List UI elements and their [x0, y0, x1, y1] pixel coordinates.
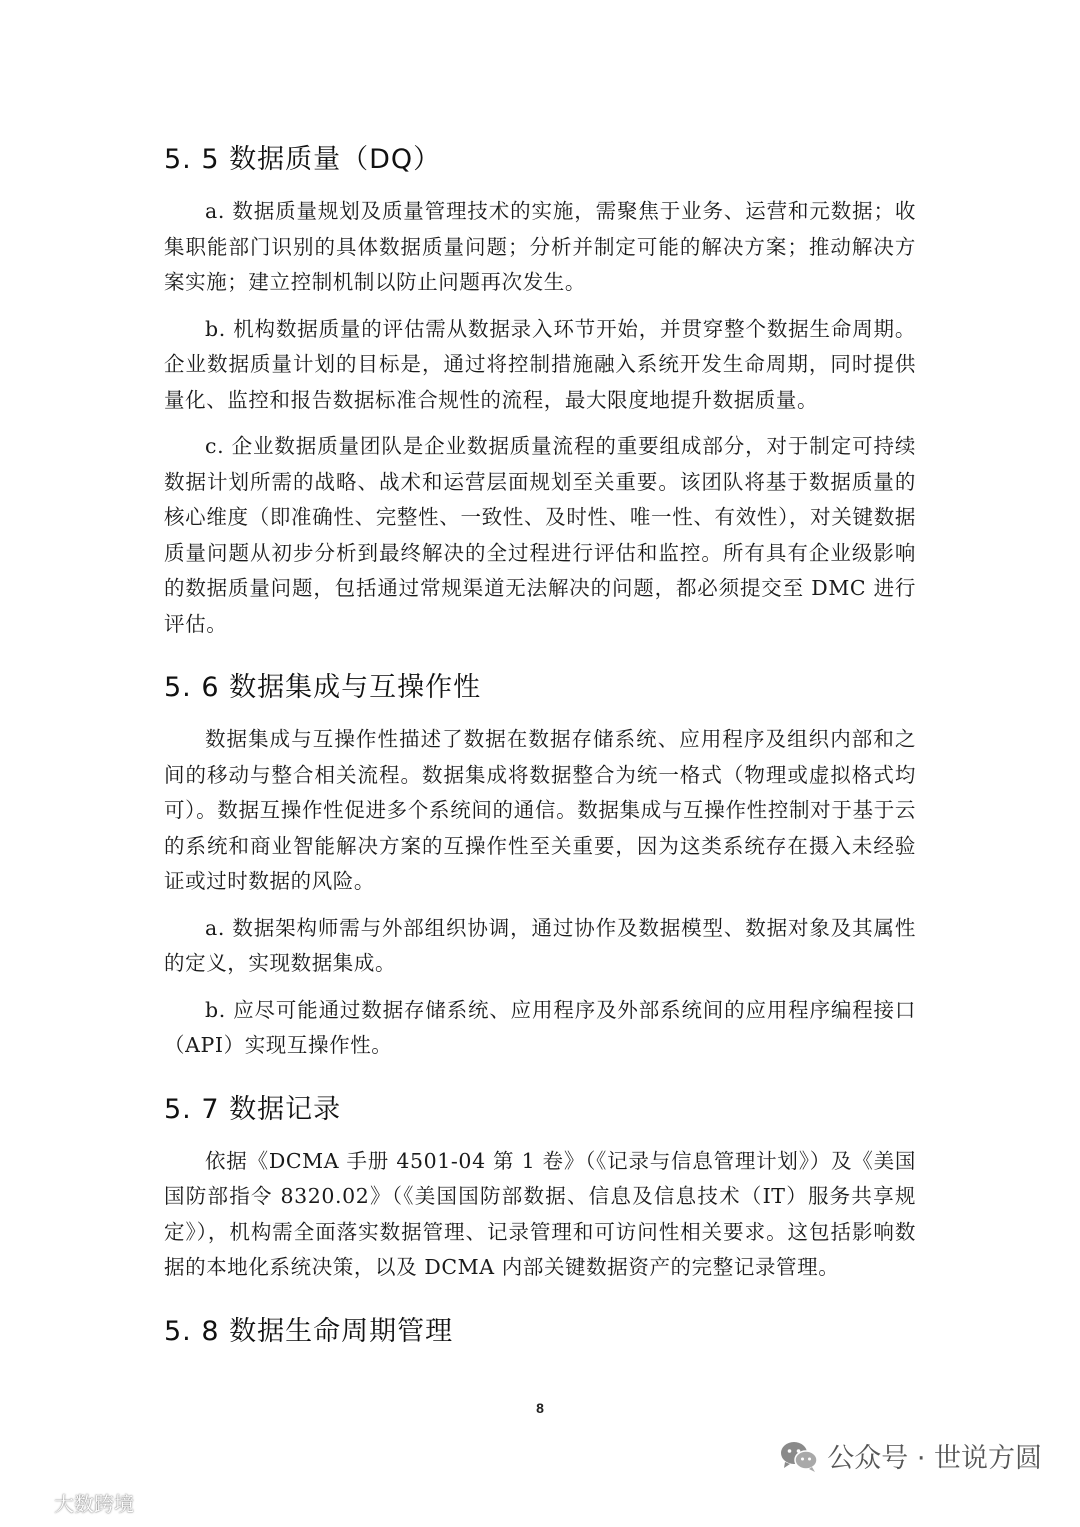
section-heading-5-6: 5. 6 数据集成与互操作性 [164, 672, 482, 703]
paragraph: a. 数据架构师需与外部组织协调，通过协作及数据模型、数据对象及其属性的定义，实现数据集成。 [164, 915, 916, 975]
watermark-right [779, 1436, 1042, 1475]
page-number: 8 [536, 1400, 544, 1416]
paragraph: b. 机构数据质量的评估需从数据录入环节开始，并贯穿整个数据生命周期。企业数据质量计划的目标是，通过将控制措施融入系统开发生命周期，同时提供量化、监控和报告数据标准合规性的流程，最大限度地提升数据质量。 [164, 316, 916, 412]
wechat-icon [779, 1439, 819, 1473]
section-heading-5-7: 5. 7 数据记录 [164, 1093, 342, 1125]
paragraph: 数据集成与互操作性描述了数据在数据存储系统、应用程序及组织内部和之间的移动与整合相关流程。数据集成将数据整合为统一格式（物理或虚拟格式均可）。数据互操作性促进多个系统间的通信。数据集成与互操作性控制对于基于云的系统和商业智能解决方案的互操作性至关重要，因为这类系统存在摄入未经验证或过时数据的风险。 [164, 727, 916, 893]
paragraph: 依据《DCMA 手册 4501-04 第 1 卷》（《记录与信息管理计划》）及《美国国防部指令 8320.02》（《美国国防部数据、信息及信息技术（IT）服务共享规定》），机构需全面落实数据管理、记录管理和可访问性相关要求。这包括影响数据的本地化系统决策，以及 DCMA 内部关键数据资产的完整记录管理。 [164, 1148, 916, 1279]
watermark-left-text: 大数跨境 [54, 1492, 134, 1516]
section-heading-5-5: 5. 5 数据质量（DQ） [164, 144, 442, 175]
page-content [164, 140, 916, 1366]
paragraph: a. 数据质量规划及质量管理技术的实施，需聚焦于业务、运营和元数据；收集职能部门识别的具体数据质量问题；分析并制定可能的解决方案；推动解决方案实施；建立控制机制以防止问题再次发生。 [164, 199, 916, 294]
watermark-right-text: 公众号 · 世说方圆 [827, 1443, 1042, 1474]
logo-icon [6, 1492, 50, 1514]
watermark-left [6, 1488, 134, 1517]
section-heading-5-8: 5. 8 数据生命周期管理 [164, 1315, 454, 1347]
paragraph: c. 企业数据质量团队是企业数据质量流程的重要组成部分，对于制定可持续数据计划所需的战略、战术和运营层面规划至关重要。该团队将基于数据质量的核心维度（即准确性、完整性、一致性、及时性、唯一性、有效性），对关键数据质量问题从初步分析到最终解决的全过程进行评估和监控。所有具有企业级影响的数据质量问题，包括通过常规渠道无法解决的问题，都必须提交至 DMC 进行评估。 [164, 434, 916, 636]
paragraph: b. 应尽可能通过数据存储系统、应用程序及外部系统间的应用程序编程接口（API）实现互操作性。 [164, 997, 916, 1057]
